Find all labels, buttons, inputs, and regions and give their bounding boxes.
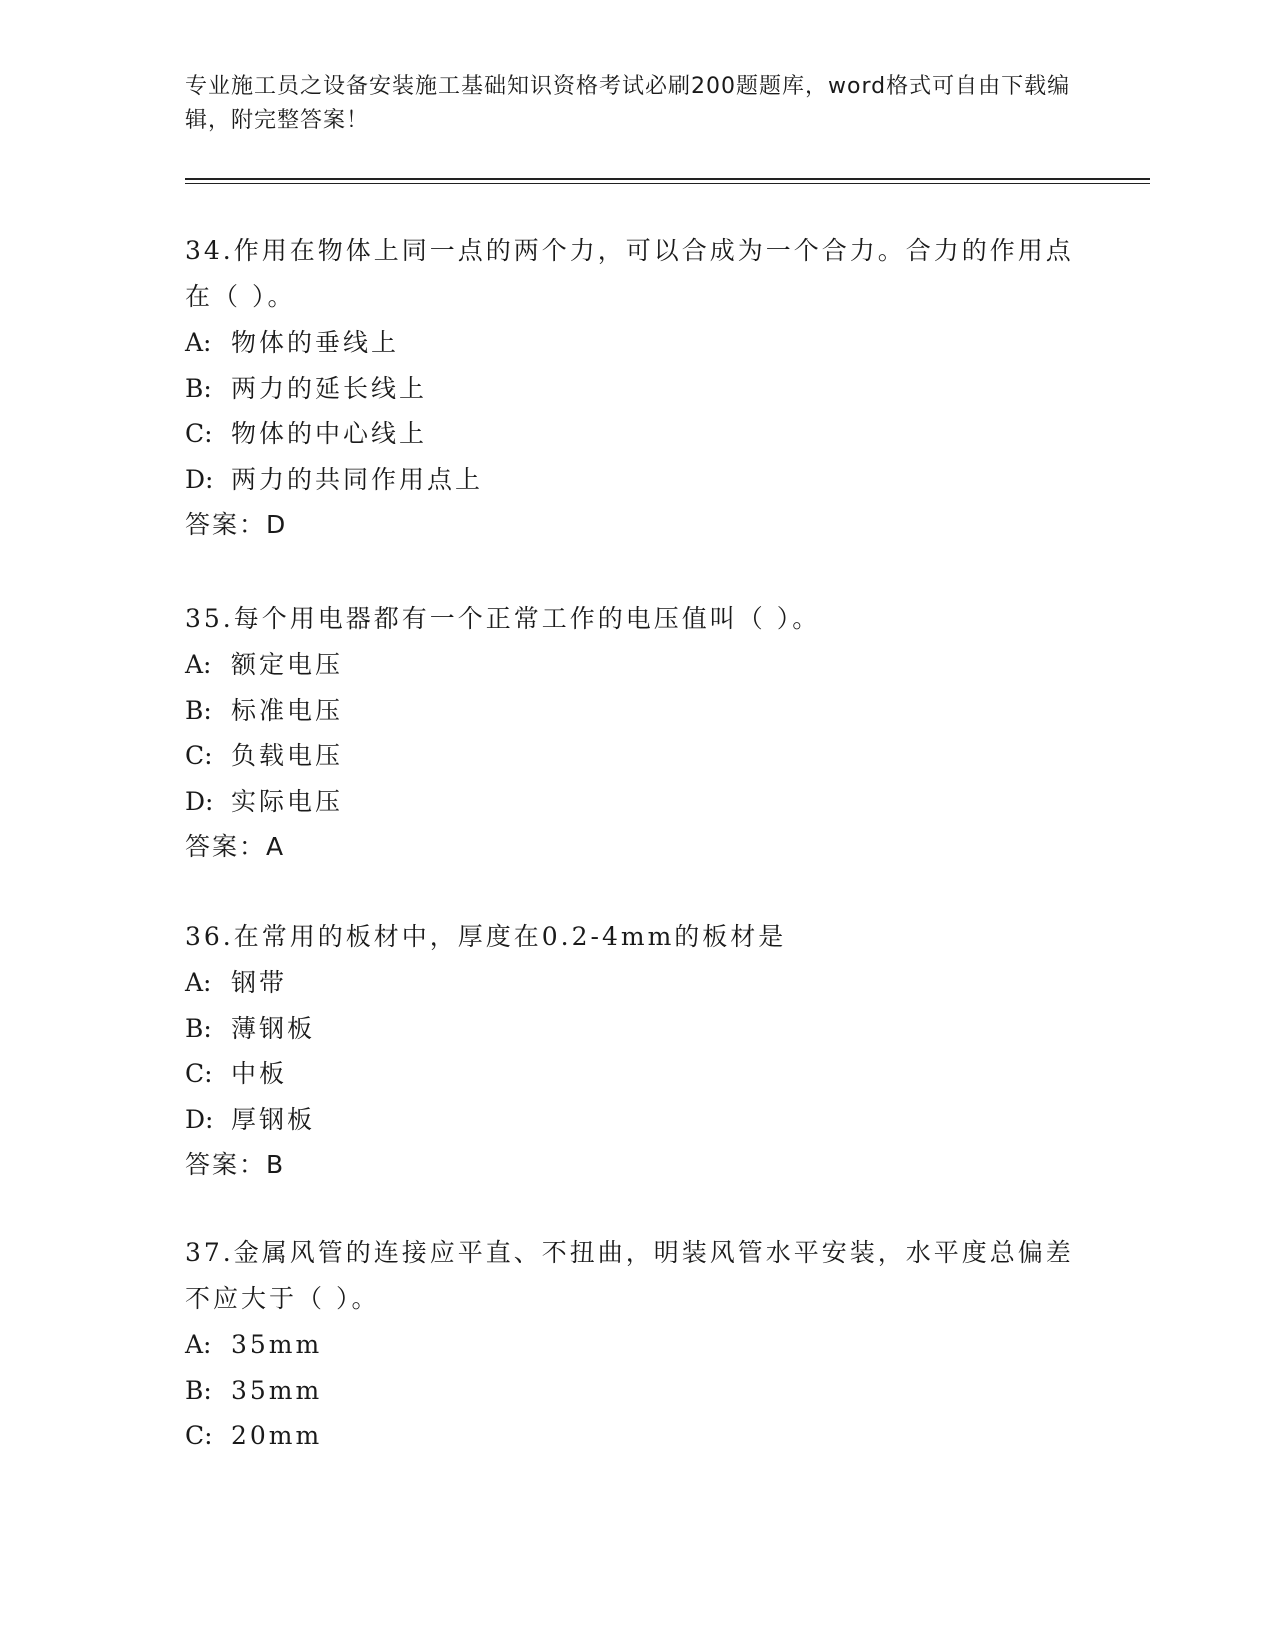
option-d — [185, 1097, 1075, 1143]
option-text: 中板 — [231, 1059, 288, 1088]
option-text: 薄钢板 — [231, 1013, 316, 1043]
question-stem: 35.每个用电器都有一个正常工作的电压值叫（ ）。 — [185, 604, 821, 633]
option-text: 35mm — [231, 1330, 323, 1359]
header-rule-thin — [185, 183, 1150, 184]
option-a — [185, 1322, 1075, 1368]
question-37 — [185, 1230, 1075, 1459]
option-letter: B: — [185, 1375, 212, 1405]
option-letter: D: — [185, 464, 214, 494]
option-text: 实际电压 — [231, 786, 344, 816]
answer: 答案：D — [185, 510, 288, 539]
option-text: 35mm — [231, 1375, 323, 1405]
option-letter: A: — [185, 968, 212, 997]
option-text: 物体的中心线上 — [231, 419, 428, 448]
answer: 答案：A — [185, 832, 286, 861]
option-text: 两力的共同作用点上 — [231, 464, 484, 494]
option-letter: A: — [185, 1330, 212, 1359]
option-text: 物体的垂线上 — [231, 328, 400, 357]
question-stem: 36.在常用的板材中，厚度在0.2-4mm的板材是 — [185, 922, 787, 951]
option-text: 钢带 — [231, 968, 288, 997]
document-header: 专业施工员之设备安装施工基础知识资格考试必刷200题题库，word格式可自由下载编辑，附完整答案！ — [185, 74, 1071, 133]
option-letter: A: — [185, 328, 212, 357]
question-stem: 34.作用在物体上同一点的两个力，可以合成为一个合力。合力的作用点在（ ）。 — [185, 236, 1074, 311]
option-a — [185, 960, 1075, 1006]
question-34 — [185, 228, 1075, 548]
option-letter: C: — [185, 1421, 213, 1450]
option-letter: D: — [185, 1104, 214, 1134]
option-text: 额定电压 — [231, 650, 344, 679]
option-b — [185, 1368, 1075, 1414]
answer: 答案：B — [185, 1150, 286, 1179]
option-letter: C: — [185, 741, 213, 770]
option-letter: B: — [185, 695, 212, 725]
option-a — [185, 642, 1075, 688]
option-letter: C: — [185, 1059, 213, 1088]
option-letter: A: — [185, 650, 212, 679]
option-letter: C: — [185, 419, 213, 448]
option-letter: B: — [185, 373, 212, 403]
option-text: 两力的延长线上 — [231, 373, 428, 403]
option-c — [185, 1413, 1075, 1459]
option-b — [185, 366, 1075, 412]
option-text: 标准电压 — [231, 695, 344, 725]
option-b — [185, 688, 1075, 734]
option-d — [185, 779, 1075, 825]
option-text: 20mm — [231, 1421, 323, 1450]
option-d — [185, 457, 1075, 503]
question-35 — [185, 596, 1075, 870]
question-36 — [185, 914, 1075, 1188]
option-c — [185, 1051, 1075, 1097]
header-rule — [185, 178, 1150, 180]
option-text: 厚钢板 — [231, 1104, 316, 1134]
option-c — [185, 733, 1075, 779]
option-letter: B: — [185, 1013, 212, 1043]
question-stem: 37.金属风管的连接应平直、不扭曲，明装风管水平安装，水平度总偏差不应大于（ ）。 — [185, 1238, 1074, 1313]
option-a — [185, 320, 1075, 366]
option-c — [185, 411, 1075, 457]
option-text: 负载电压 — [231, 741, 344, 770]
option-letter: D: — [185, 786, 214, 816]
option-b — [185, 1006, 1075, 1052]
